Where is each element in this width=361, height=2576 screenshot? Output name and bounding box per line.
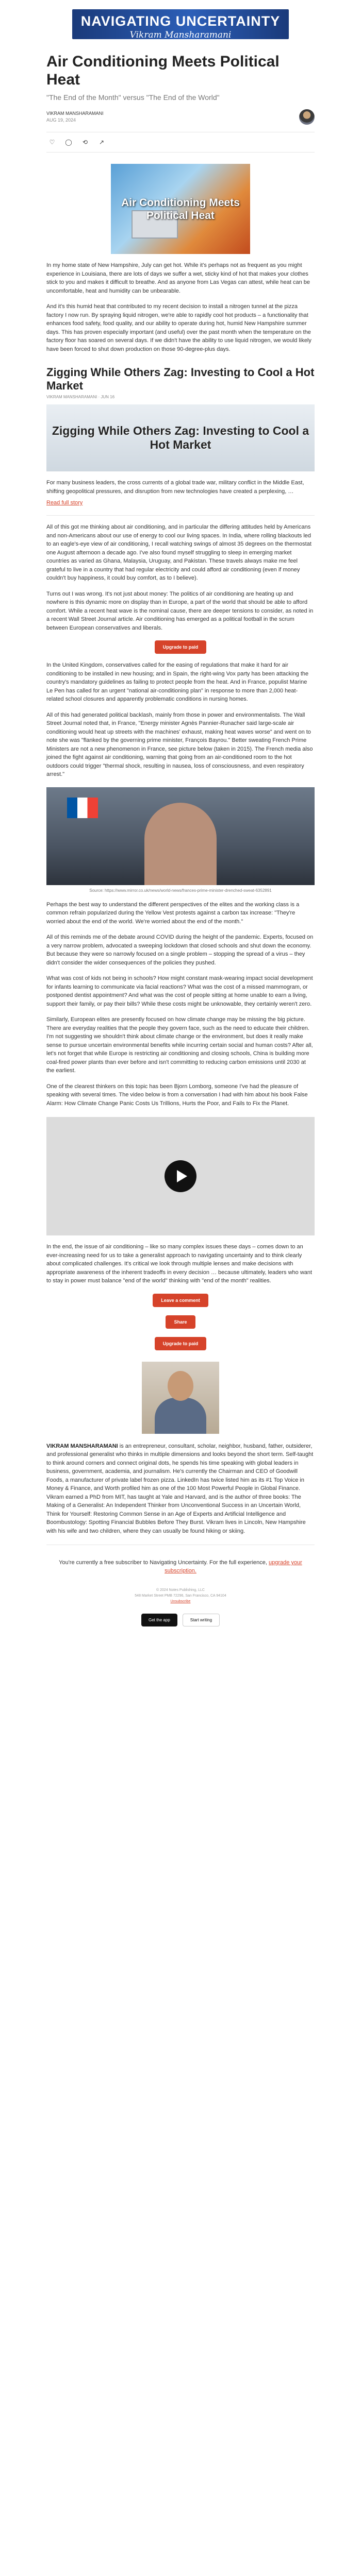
post-content	[46, 53, 315, 1626]
paragraph: One of the clearest thinkers on this topic has been Bjorn Lomborg, someone I've had the pleasure of speaking with several times. The video below is from a conversation I had with him about his book False Alarm: How Climate Change Panic Costs Us Trillions, Hurts the Poor, and Fails to Fix the Planet.	[46, 1083, 308, 1107]
hero-image[interactable]	[111, 164, 250, 254]
footer-legal	[46, 1587, 315, 1604]
embedded-post-excerpt: For many business leaders, the cross currents of a global trade war, military conflict in the Middle East, shifting geopolitical pressures, and disruption from new technologies have created a perplexing, …	[46, 480, 304, 495]
address-text: 548 Market Street PMB 72296, San Francisco, CA 94104	[135, 1594, 226, 1598]
start-writing-button[interactable]: Start writing	[183, 1614, 220, 1626]
author-bio	[46, 1442, 315, 1536]
hero-image-text: Air Conditioning Meets Political Heat	[121, 196, 240, 222]
get-the-app-button[interactable]: Get the app	[141, 1614, 177, 1626]
post-date: AUG 19, 2024	[46, 117, 76, 123]
paragraph: All of this reminds me of the debate around COVID during the height of the pandemic. Experts, focused on a very narrow problem, advocated a sweeping lockdown that closed schools and shut down the economy. But because they were so narrowly focused on a single problem – stopping the spread of a virus – they didn't consider the wider consequences of the policies they pushed.	[46, 934, 314, 966]
masthead-subtitle: Vikram Mansharamani	[129, 30, 232, 40]
paragraph: Perhaps the best way to understand the different perspectives of the elites and the working class is a common refrain popularized during the Yellow Vest protests against a carbon tax increase: "They're worried about the end of the world. We're worried about the end of the month."	[46, 901, 300, 925]
paragraph: All of this got me thinking about air conditioning, and in particular the differing attitudes held by Americans and non-Americans about our use of energy to cool our living spaces. In India, where rolling blackouts led to an eagle's-eye view of air conditioning, I recall watching swings of almost 35 degrees on the thermostat one August afternoon a decade ago. I've also found myself struggling to sleep in emerging market countries as varied as Ghana, Malaysia, Uruguay, and Pakistan. These travels always make me feel grateful to live in a country that had regular electricity and could afford air conditioning (even if money couldn't buy happiness, it could buy comfort, as to I believe).	[46, 524, 311, 581]
photo-caption[interactable]: Source: https://www.mirror.co.uk/news/world-news/frances-prime-minister-drenched-sweat-6352891	[89, 888, 272, 893]
upgrade-subscription-link[interactable]: upgrade your subscription.	[165, 1560, 302, 1574]
divider	[46, 515, 315, 516]
embedded-post-byline: VIKRAM MANSHARAMANI · JUN 16	[46, 395, 115, 399]
paragraph: What was cost of kids not being in schools? How might constant mask-wearing impact social development for infants learning to communicate via facial reactions? What was the cost of a missed mammogram, or postponed dentist appointment? And what was the cost of people sitting at home unable to earn a living, support their family, or pay their bills? While these costs might be unknowable, they certainly weren't zero.	[46, 975, 313, 1007]
embedded-post-title[interactable]: Zigging While Others Zag: Investing to Cool a Hot Market	[46, 366, 315, 392]
author-portrait	[142, 1362, 219, 1434]
paragraph: All of this had generated political backlash, mainly from those in power and environmentalists. The Wall Street Journal noted that, in France, "Energy minister Agnès Pannier-Runacher said large-scale air conditioning would heat up streets with the machines' exhaust, making heat waves worse" and went on to note she was "flanked by the governing prime minister, François Bayrou." Better sweating French Prime Ministers are not a new phenomenon in France, see picture below (taken in 2015). The French media also joined the fight against air conditioning, warning that going from an air-conditioned room to the hot outdoors could trigger "thermal shock, resulting in nausea, loss of consciousness, and even respiratory arrest."	[46, 711, 313, 777]
embedded-post-image[interactable]	[46, 404, 315, 471]
unsubscribe-link[interactable]: Unsubscribe	[170, 1600, 191, 1603]
read-full-story-link[interactable]: Read full story	[46, 500, 83, 506]
subscription-note-text: You're currently a free subscriber to Navigating Uncertainty. For the full experience,	[59, 1560, 267, 1566]
author-avatar[interactable]	[299, 109, 315, 125]
paragraph: In the United Kingdom, conservatives called for the easing of regulations that make it hard for air conditioning to be installed in new housing; and in Spain, the right-wing Vox party has been attacking the country's mandatory guidelines as failing to protect people from the heat. And in France, populist Marine Le Pen has called for an urgent "national air-conditioning plan" in response to more than 2,000 heat-related school closures and apparently problematic conditions in nursing homes.	[46, 662, 309, 702]
portrait-body	[155, 1398, 206, 1434]
person-figure	[144, 803, 217, 885]
embedded-post-image-text: Zigging While Others Zag: Investing to Cool a Hot Market	[52, 424, 309, 451]
french-flag	[67, 798, 98, 818]
bio-name: VIKRAM MANSHARAMANI	[46, 1443, 118, 1449]
heart-icon[interactable]: ♡	[49, 139, 55, 146]
masthead-title: NAVIGATING UNCERTAINTY	[80, 13, 281, 29]
post-subtitle: "The End of the Month" versus "The End of the World"	[46, 93, 220, 101]
email-page	[0, 9, 361, 1637]
copyright-text: © 2024 Notes Publishing, LLC	[156, 1588, 205, 1592]
post-title[interactable]: Air Conditioning Meets Political Heat	[46, 53, 280, 88]
restack-icon[interactable]: ⟲	[82, 139, 88, 146]
bio-text: is an entrepreneur, consultant, scholar, neighbor, husband, father, outsiderer, and professional generalist who thinks in multiple dimensions and looks beyond the short term. Self-taught to think around corners and connect original dots, he spends his time speaking with global leaders in business, government, academia, and journalism. He's currently the Chairman and CEO of Goodwill Foods, a manufacturer of private label frozen pizza. LinkedIn has twice listed him as its #1 Top Voice in Money & Finance, and Worth profiled him as one of the 100 Most Powerful People in Global Finance. Vikram earned a PhD from MIT, has taught at Yale and Harvard, and is the author of three books: The Making of a Generalist: An Independent Thinker from Unconventional Success in an Uncertain World, Think for Yourself: Restoring Common Sense in an Age of Experts and Artificial Intelligence and Boombustology: Spotting Financial Bubbles Before They Burst. Vikram lives in Lincoln, New Hampshire with his wife and two children, where they can usually be found hiking or skiing.	[46, 1443, 314, 1534]
byline-row	[46, 109, 315, 125]
paragraph: And it's this humid heat that contributed to my recent decision to install a nitrogen tunnel at the pizza factory I now run. By spraying liquid nitrogen, we're able to rapidly cool hot products – a functionality that enhances food safety, food quality, and our ability to operate during hot, humid New Hampshire summer days. This has proven especially important (and useful) over the past month when the temperature on the factory floor has soared on several days. If we didn't have the ability to use liquid nitrogen, we would likely have been forced to shut down production on those 90-degree-plus days.	[46, 303, 311, 352]
share-button[interactable]: Share	[166, 1315, 195, 1329]
footer-actions	[46, 1614, 315, 1626]
masthead-banner[interactable]	[72, 9, 289, 39]
paragraph: Turns out I was wrong. It's not just about money: The politics of air conditioning are heating up and nowhere is this dynamic more on display than in Europe, a part of the world that should be able to afford comfort. While a recent heat wave is the nominal cause, there are deeper tensions to consider, as noted in a recent Wall Street Journal article. Air conditioning has emerged as a political football in the scrum between European conservatives and liberals.	[46, 590, 314, 631]
play-icon[interactable]	[165, 1160, 196, 1192]
upgrade-to-paid-button[interactable]: Upgrade to paid	[155, 1337, 207, 1350]
leave-comment-button[interactable]: Leave a comment	[153, 1294, 208, 1307]
upgrade-to-paid-button[interactable]: Upgrade to paid	[155, 640, 207, 654]
portrait-face	[168, 1371, 193, 1401]
sweating-prime-minister-photo[interactable]	[46, 787, 315, 885]
subscription-note	[46, 1558, 315, 1575]
paragraph: In my home state of New Hampshire, July can get hot. While it's perhaps not as frequent as you might experience in Louisiana, there are lots of days we suffer a wet, sticky kind of hot that makes your clothes stick to you and makes it difficult to breathe. And as anyone from Las Vegas can attest, while heat can be uncomfortable, heat and humidity can be unbearable.	[46, 262, 310, 294]
byline	[46, 110, 104, 124]
comment-icon[interactable]: ◯	[65, 139, 72, 146]
paragraph: Similarly, European elites are presently focused on how climate change may be missing the big picture. There are everyday realities that the people they govern face, such as the need to educate their children. I'm not suggesting we shouldn't think about climate change or the environment, but does it really make sense to pursue uncertain environmental benefits while incurring certain social and human costs? After all, let's not forget that while Europe is restricting air conditioning and closing schools, China is building more coal-fired power plants than ever before and isn't committing to reducing carbon emissions until 2030 at the earliest.	[46, 1016, 313, 1074]
author-name[interactable]: VIKRAM MANSHARAMANI	[46, 111, 104, 116]
paragraph: In the end, the issue of air conditioning – like so many complex issues these days – comes down to an ever-increasing need for us to take a generalist approach to navigating uncertainty and to think clearly about complicated challenges. It's critical we look through multiple lenses and make decisions with appropriate awareness of the inherent tradeoffs in every decision … because ultimately, leaders who want to stay in power must balance "end of the world" thinking with "end of the month" realities.	[46, 1244, 313, 1284]
post-actions	[46, 132, 315, 152]
video-embed[interactable]	[46, 1117, 315, 1235]
share-icon[interactable]: ↗	[99, 139, 105, 146]
